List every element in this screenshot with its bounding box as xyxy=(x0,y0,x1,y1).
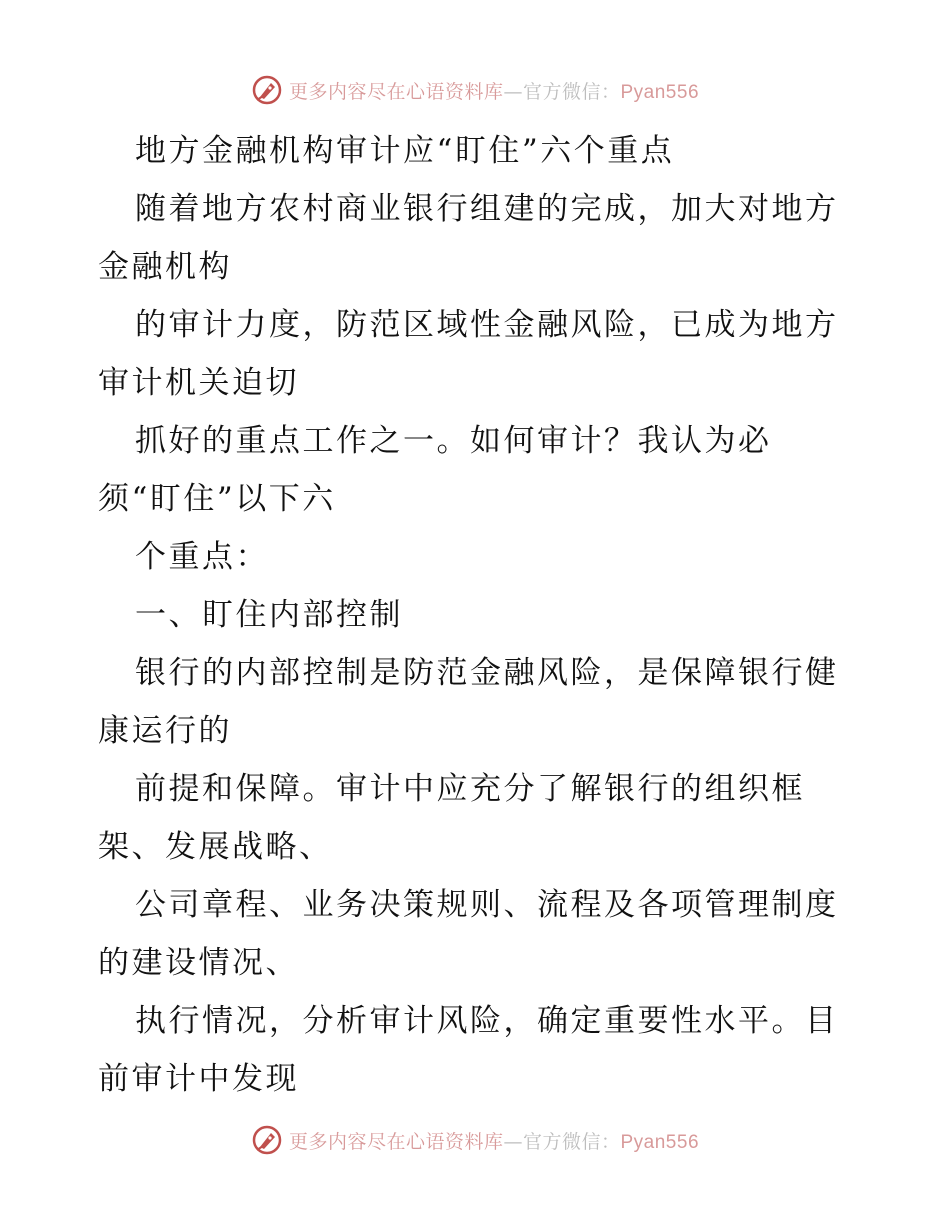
text-line: 前审计中发现 xyxy=(98,1061,299,1097)
section-heading: 一、盯住内部控制 xyxy=(135,597,403,633)
banner-wechat-id: Pyan556 xyxy=(620,81,700,103)
banner-brand: 更多内容尽在心语资料库 xyxy=(288,1130,504,1153)
text-line: 公司章程、业务决策规则、流程及各项管理制度 xyxy=(135,887,839,923)
text-line: 前提和保障。审计中应充分了解银行的组织框 xyxy=(135,771,805,807)
text-line: 个重点： xyxy=(135,539,269,575)
banner-separator: — xyxy=(503,80,523,103)
text-line: 金融机构 xyxy=(98,249,232,285)
text-line: 须“盯住”以下六 xyxy=(98,481,336,517)
pen-nib-logo-icon xyxy=(251,74,283,106)
text-line: 的审计力度，防范区域性金融风险，已成为地方 xyxy=(135,307,839,343)
text-line: 执行情况，分析审计风险，确定重要性水平。目 xyxy=(135,1003,839,1039)
banner-separator: — xyxy=(503,1130,523,1153)
text-line: 康运行的 xyxy=(98,713,232,749)
text-line: 的建设情况、 xyxy=(98,945,299,981)
footer-banner xyxy=(0,1120,950,1160)
text-line: 审计机关迫切 xyxy=(98,365,299,401)
banner-wechat-label: 官方微信： xyxy=(522,80,621,103)
banner-wechat-id: Pyan556 xyxy=(620,1131,700,1153)
text-line: 随着地方农村商业银行组建的完成，加大对地方 xyxy=(135,191,839,227)
banner-text xyxy=(289,1127,699,1154)
text-line: 抓好的重点工作之一。如何审计？我认为必 xyxy=(135,423,772,459)
document-body xyxy=(98,122,858,1108)
pen-nib-logo-icon xyxy=(251,1124,283,1156)
text-line: 架、发展战略、 xyxy=(98,829,333,865)
banner-brand: 更多内容尽在心语资料库 xyxy=(288,80,504,103)
header-banner xyxy=(0,70,950,110)
banner-text xyxy=(289,77,699,104)
text-line: 银行的内部控制是防范金融风险，是保障银行健 xyxy=(135,655,839,691)
banner-wechat-label: 官方微信： xyxy=(522,1130,621,1153)
document-title: 地方金融机构审计应“盯住”六个重点 xyxy=(135,133,675,169)
